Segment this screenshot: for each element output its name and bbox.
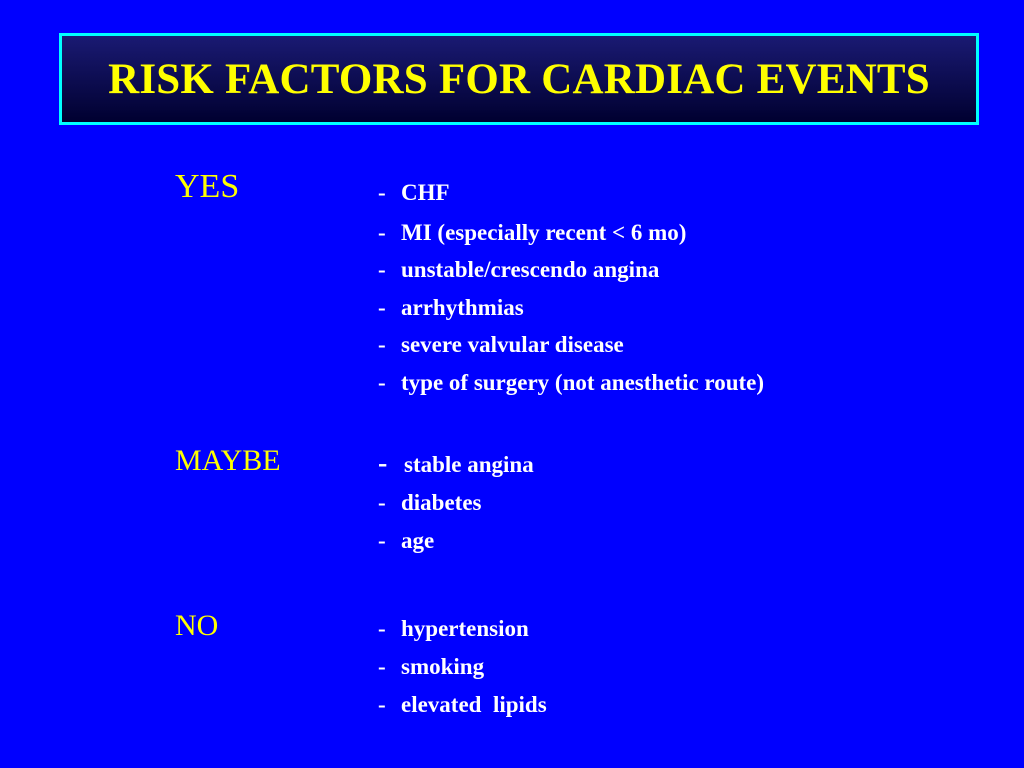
bullet-dash: - bbox=[378, 257, 386, 282]
item-text: age bbox=[401, 528, 435, 553]
bullet-dash: - bbox=[378, 220, 386, 245]
bullet-dash: - bbox=[378, 616, 386, 641]
bullet-dash: - bbox=[378, 528, 386, 553]
title-box bbox=[59, 33, 979, 125]
list-item bbox=[378, 488, 482, 518]
list-item bbox=[378, 255, 659, 285]
list-item bbox=[378, 652, 484, 682]
item-text: CHF bbox=[401, 180, 450, 205]
category-yes: YES bbox=[175, 168, 240, 205]
item-text: MI (especially recent < 6 mo) bbox=[401, 220, 687, 245]
bullet-dash: - bbox=[378, 490, 386, 515]
bullet-dash: - bbox=[378, 332, 386, 357]
item-text: hypertension bbox=[401, 616, 529, 641]
item-text: unstable/crescendo angina bbox=[401, 257, 660, 282]
list-item bbox=[378, 449, 534, 479]
item-text: type of surgery (not anesthetic route) bbox=[401, 370, 765, 395]
item-text: arrhythmias bbox=[401, 295, 524, 320]
item-text: stable angina bbox=[404, 452, 534, 477]
bullet-dash: - bbox=[378, 448, 388, 479]
list-item bbox=[378, 526, 434, 556]
item-text: smoking bbox=[401, 654, 485, 679]
bullet-dash: - bbox=[378, 692, 386, 717]
bullet-dash: - bbox=[378, 370, 386, 395]
list-item bbox=[378, 293, 524, 323]
list-item bbox=[378, 178, 450, 208]
bullet-dash: - bbox=[378, 180, 386, 205]
bullet-dash: - bbox=[378, 654, 386, 679]
list-item bbox=[378, 218, 686, 248]
slide-title: RISK FACTORS FOR CARDIAC EVENTS bbox=[108, 55, 930, 103]
list-item bbox=[378, 690, 547, 720]
item-text: diabetes bbox=[401, 490, 482, 515]
category-no: NO bbox=[175, 609, 219, 642]
list-item bbox=[378, 368, 764, 398]
list-item bbox=[378, 330, 624, 360]
item-text: severe valvular disease bbox=[401, 332, 624, 357]
item-text: elevated lipids bbox=[401, 692, 547, 717]
list-item bbox=[378, 614, 529, 644]
category-maybe: MAYBE bbox=[175, 444, 281, 477]
bullet-dash: - bbox=[378, 295, 386, 320]
